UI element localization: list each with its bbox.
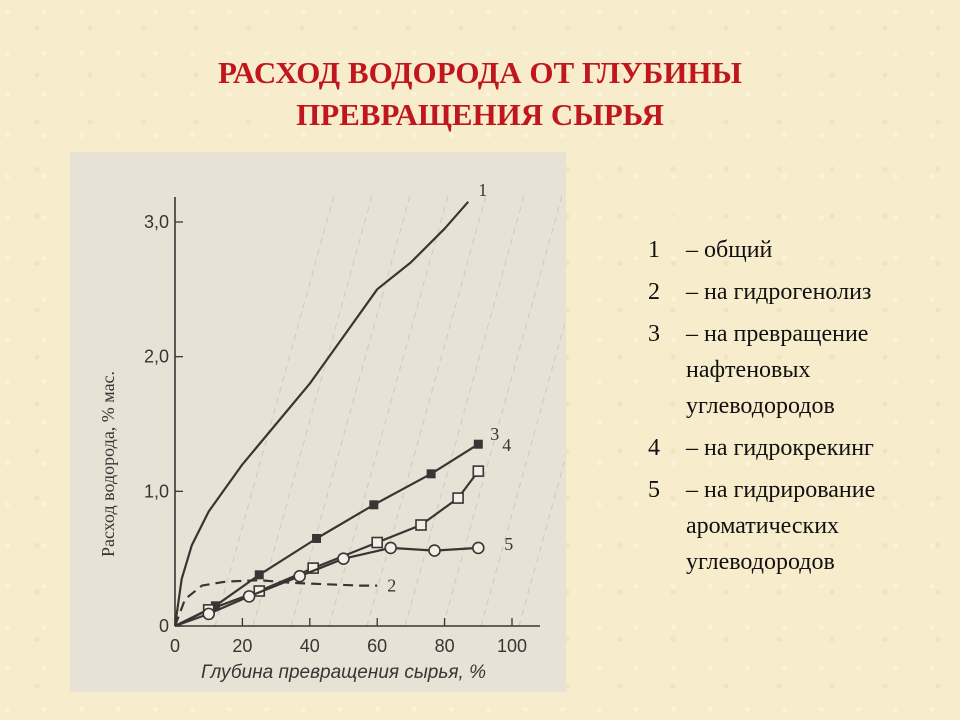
background-guide-line (367, 192, 487, 626)
background-guide-line (253, 192, 373, 626)
series-5-point (244, 591, 255, 602)
slide-title-line-2: ПРЕВРАЩЕНИЯ СЫРЬЯ (296, 97, 664, 132)
y-axis-label: Расход водорода, % мас. (98, 370, 118, 558)
series-5-point (203, 608, 214, 619)
legend-item-label-continued: углеводородов (686, 549, 835, 575)
legend-item-4 (648, 430, 948, 466)
legend-item-number: 2 (648, 279, 660, 305)
legend-item-label: – на гидрогенолиз (686, 279, 872, 305)
legend-item-label: – на гидрокрекинг (686, 435, 874, 461)
x-axis-label: Глубина превращения сырья, % (201, 662, 486, 683)
series-1-label: 1 (478, 179, 488, 200)
series-3-label: 3 (490, 424, 500, 445)
series-5-point (294, 571, 305, 582)
legend-item-number: 4 (648, 435, 660, 461)
series-4-point (453, 493, 463, 503)
y-tick-label: 0 (158, 616, 169, 636)
series-4-point (416, 520, 426, 530)
series-5-point (338, 553, 349, 564)
slide-title (0, 52, 960, 136)
series-3-point (427, 469, 436, 478)
x-tick-label: 60 (367, 636, 388, 656)
background-guide-line (215, 192, 335, 626)
series-5-point (473, 542, 484, 553)
legend-item-label: – общий (686, 237, 773, 263)
x-tick-label: 40 (299, 636, 320, 656)
series-3-point (474, 440, 483, 449)
legend-item-label: – на гидрирование (686, 477, 876, 503)
x-tick-label: 80 (434, 636, 455, 656)
series-5-label: 5 (504, 533, 514, 554)
chart-figure (70, 152, 566, 692)
slide-title-line-1: РАСХОД ВОДОРОДА ОТ ГЛУБИНЫ (218, 55, 742, 90)
background-guide-line (481, 192, 566, 626)
legend (648, 232, 948, 586)
series-3-point (255, 570, 264, 579)
y-tick-label: 2,0 (143, 346, 169, 367)
background-guide-line (519, 192, 566, 626)
y-tick-label: 3,0 (143, 212, 169, 232)
legend-item-3 (648, 316, 948, 424)
x-tick-label: 20 (232, 636, 253, 656)
series-4-point (473, 466, 483, 476)
legend-item-number: 3 (648, 321, 660, 347)
y-tick-label: 1,0 (143, 481, 169, 502)
legend-item-5 (648, 472, 948, 580)
series-5-point (429, 545, 440, 556)
series-1-line (175, 202, 468, 626)
series-4-point (372, 538, 382, 548)
chart-svg (70, 152, 566, 692)
x-tick-label: 100 (496, 636, 528, 656)
series-4-label: 4 (502, 435, 512, 456)
series-3-point (312, 534, 321, 543)
x-tick-label: 0 (169, 636, 181, 656)
series-3-point (369, 500, 378, 509)
series-5-point (385, 542, 396, 553)
legend-item-label-continued: углеводородов (686, 393, 835, 419)
background-guide-line (291, 192, 411, 626)
legend-item-number: 5 (648, 477, 660, 503)
background-guide-line (443, 192, 563, 626)
legend-item-label-continued: ароматических (686, 513, 840, 539)
series-2-label: 2 (387, 575, 397, 596)
legend-item-label-continued: нафтеновых (686, 357, 811, 383)
legend-item-label: – на превращение (686, 321, 869, 347)
legend-item-2 (648, 274, 948, 310)
background-guide-line (405, 192, 525, 626)
series-5-line (175, 548, 478, 626)
legend-item-1 (648, 232, 948, 268)
legend-item-number: 1 (648, 237, 660, 263)
